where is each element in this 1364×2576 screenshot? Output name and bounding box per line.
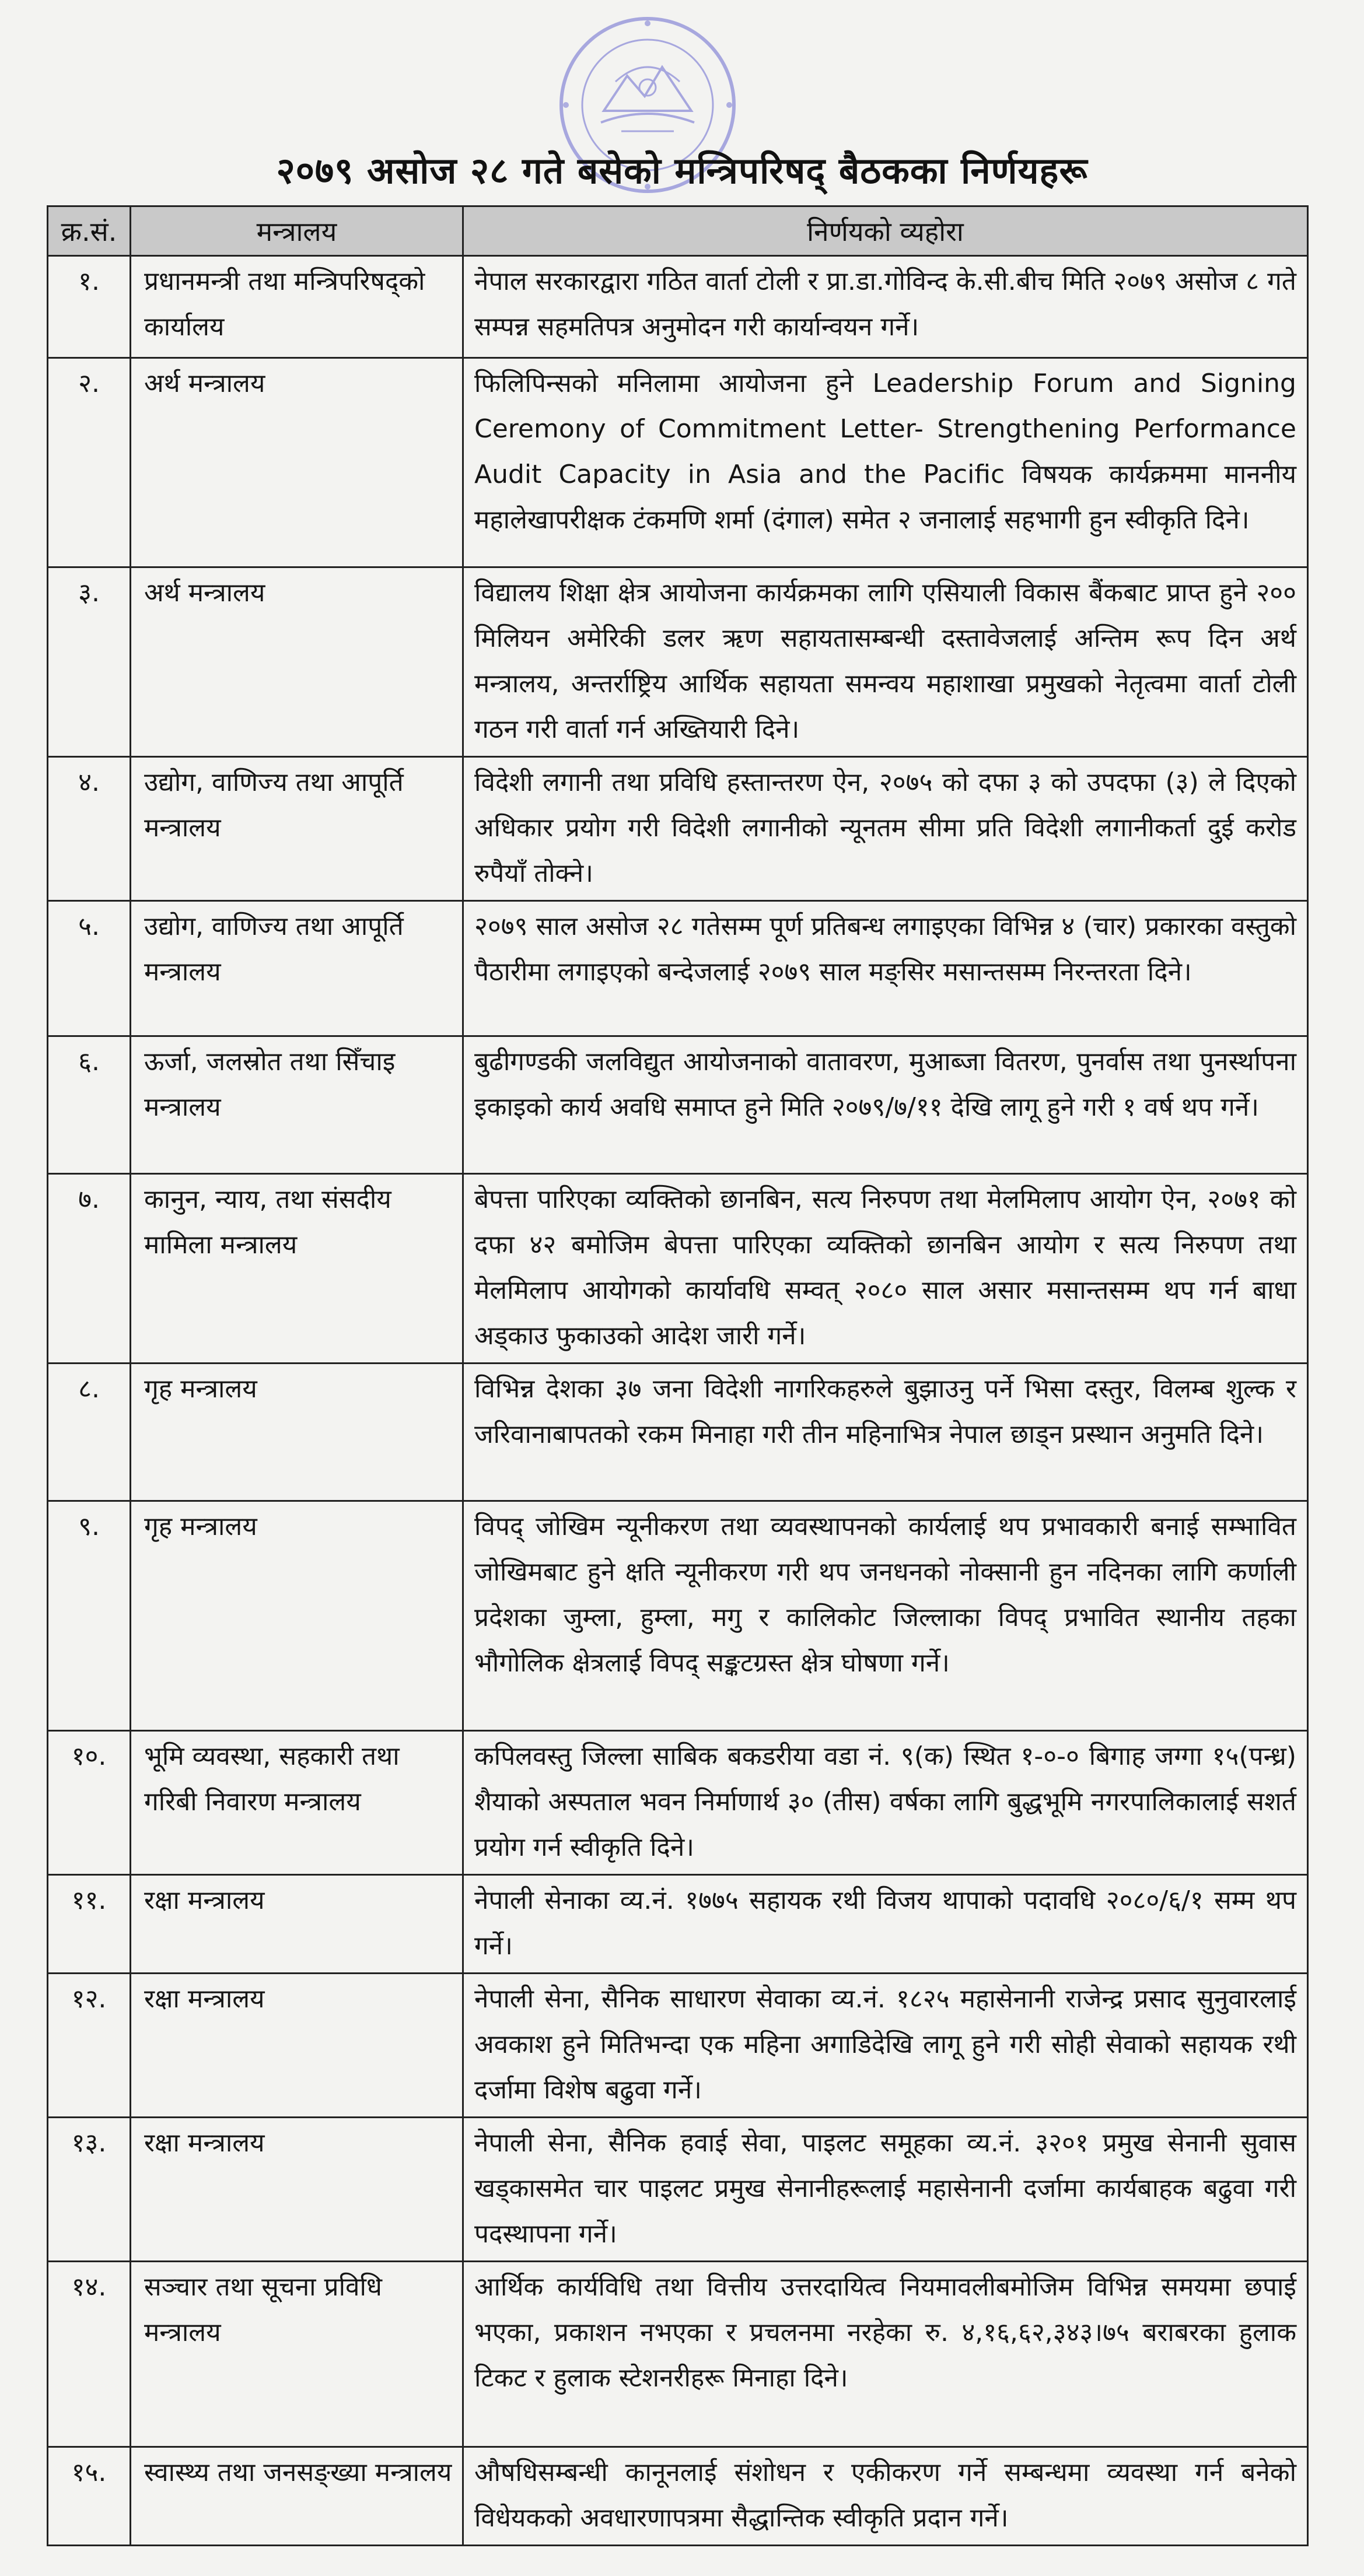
table-row	[48, 1875, 1308, 1974]
decision-text: विद्यालय शिक्षा क्षेत्र आयोजना कार्यक्रमका लागि एसियाली विकास बैंकबाट प्राप्त हुने २०० मिलियन अमेरिकी डलर ऋण सहायतासम्बन्धी दस्तावेजलाई अन्तिम रूप दिन अर्थ मन्त्रालय, अन्तर्राष्ट्रिय आर्थिक सहायता समन्वय महाशाखा प्रमुखको नेतृत्वमा वार्ता टोली गठन गरी वार्ता गर्न अख्तियारी दिने।	[463, 567, 1308, 757]
document-title: २०७९ असोज २८ गते बसेको मन्त्रिपरिषद् बैठकका निर्णयहरू	[276, 149, 1088, 192]
ministry-name: प्रधानमन्त्री तथा मन्त्रिपरिषद्को कार्यालय	[131, 256, 463, 358]
ministry-name: गृह मन्त्रालय	[131, 1364, 463, 1501]
table-row	[48, 1501, 1308, 1731]
serial-number: ७.	[48, 1174, 131, 1364]
table-row	[48, 2118, 1308, 2262]
ministry-name: अर्थ मन्त्रालय	[131, 567, 463, 757]
decision-text: नेपाली सेना, सैनिक हवाई सेवा, पाइलट समूहका व्य.नं. ३२०१ प्रमुख सेनानी सुवास खड्कासमेत चार पाइलट प्रमुख सेनानीहरूलाई महासेनानी दर्जामा कार्यबाहक बढुवा गरी पदस्थापना गर्ने।	[463, 2118, 1308, 2262]
serial-number: ३.	[48, 567, 131, 757]
decision-text: नेपाली सेना, सैनिक साधारण सेवाका व्य.नं. १८२५ महासेनानी राजेन्द्र प्रसाद सुनुवारलाई अवकाश हुने मितिभन्दा एक महिना अगाडिदेखि लागू हुने गरी सोही सेवाको सहायक रथी दर्जामा विशेष बढुवा गर्ने।	[463, 1974, 1308, 2118]
column-header-serial: क्र.सं.	[48, 206, 131, 256]
serial-number: ४.	[48, 757, 131, 901]
serial-number: १०.	[48, 1731, 131, 1875]
table-row	[48, 256, 1308, 358]
serial-number: ५.	[48, 901, 131, 1036]
table-row	[48, 901, 1308, 1036]
ministry-name: सञ्चार तथा सूचना प्रविधि मन्त्रालय	[131, 2262, 463, 2447]
decision-text: विभिन्न देशका ३७ जना विदेशी नागरिकहरुले बुझाउनु पर्ने भिसा दस्तुर, विलम्ब शुल्क र जरिवानाबापतको रकम मिनाहा गरी तीन महिनाभित्र नेपाल छाड्न प्रस्थान अनुमति दिने।	[463, 1364, 1308, 1501]
decision-text: २०७९ साल असोज २८ गतेसम्म पूर्ण प्रतिबन्ध लगाइएका विभिन्न ४ (चार) प्रकारका वस्तुको पैठारीमा लगाइएको बन्देजलाई २०७९ साल मङ्सिर मसान्तसम्म निरन्तरता दिने।	[463, 901, 1308, 1036]
table-row	[48, 1036, 1308, 1174]
serial-number: ६.	[48, 1036, 131, 1174]
table-row	[48, 2447, 1308, 2546]
column-header-decision: निर्णयको व्यहोरा	[463, 206, 1308, 256]
serial-number: १३.	[48, 2118, 131, 2262]
decision-text: बुढीगण्डकी जलविद्युत आयोजनाको वातावरण, मुआब्जा वितरण, पुनर्वास तथा पुनर्स्थापना इकाइको कार्य अवधि समाप्त हुने मिति २०७९/७/११ देखि लागू हुने गरी १ वर्ष थप गर्ने।	[463, 1036, 1308, 1174]
ministry-name: रक्षा मन्त्रालय	[131, 2118, 463, 2262]
serial-number: १२.	[48, 1974, 131, 2118]
decision-text: कपिलवस्तु जिल्ला साबिक बकडरीया वडा नं. ९(क) स्थित १-०-० बिगाह जग्गा १५(पन्ध्र) शैयाको अस्पताल भवन निर्माणार्थ ३० (तीस) वर्षका लागि बुद्धभूमि नगरपालिकालाई सशर्त प्रयोग गर्न स्वीकृति दिने।	[463, 1731, 1308, 1875]
ministry-name: स्वास्थ्य तथा जनसङ्ख्या मन्त्रालय	[131, 2447, 463, 2546]
ministry-name: कानुन, न्याय, तथा संसदीय मामिला मन्त्रालय	[131, 1174, 463, 1364]
ministry-name: उद्योग, वाणिज्य तथा आपूर्ति मन्त्रालय	[131, 901, 463, 1036]
column-header-ministry: मन्त्रालय	[131, 206, 463, 256]
table-row	[48, 1974, 1308, 2118]
decision-text: औषधिसम्बन्धी कानूनलाई संशोधन र एकीकरण गर्ने सम्बन्धमा व्यवस्था गर्न बनेको विधेयकको अवधारणापत्रमा सैद्धान्तिक स्वीकृति प्रदान गर्ने।	[463, 2447, 1308, 2546]
ministry-name: गृह मन्त्रालय	[131, 1501, 463, 1731]
decision-text: विपद् जोखिम न्यूनीकरण तथा व्यवस्थापनको कार्यलाई थप प्रभावकारी बनाई सम्भावित जोखिमबाट हुने क्षति न्यूनीकरण गरी थप जनधनको नोक्सानी हुन नदिनका लागि कर्णाली प्रदेशका जुम्ला, हुम्ला, मगु र कालिकोट जिल्लाका विपद् प्रभावित स्थानीय तहका भौगोलिक क्षेत्रलाई विपद् सङ्कटग्रस्त क्षेत्र घोषणा गर्ने।	[463, 1501, 1308, 1731]
decisions-table	[47, 205, 1309, 2546]
decision-text: बेपत्ता पारिएका व्यक्तिको छानबिन, सत्य निरुपण तथा मेलमिलाप आयोग ऐन, २०७१ को दफा ४२ बमोजिम बेपत्ता पारिएका व्यक्तिको छानबिन आयोग र सत्य निरुपण तथा मेलमिलाप आयोगको कार्यावधि सम्वत् २०८० साल असार मसान्तसम्म थप गर्न बाधा अड्काउ फुकाउको आदेश जारी गर्ने।	[463, 1174, 1308, 1364]
ministry-name: रक्षा मन्त्रालय	[131, 1875, 463, 1974]
table-header-row	[48, 206, 1308, 256]
table-row	[48, 2262, 1308, 2447]
decision-text: फिलिपिन्सको मनिलामा आयोजना हुने Leadership Forum and Signing Ceremony of Commitment Letter- Strengthening Performance Audit Capacity in Asia and the Pacific विषयक कार्यक्रममा माननीय महालेखापरीक्षक टंकमणि शर्मा (दंगाल) समेत २ जनालाई सहभागी हुन स्वीकृति दिने।	[463, 358, 1308, 567]
table-row	[48, 757, 1308, 901]
serial-number: ११.	[48, 1875, 131, 1974]
serial-number: ८.	[48, 1364, 131, 1501]
serial-number: १४.	[48, 2262, 131, 2447]
serial-number: ९.	[48, 1501, 131, 1731]
ministry-name: ऊर्जा, जलस्रोत तथा सिँचाइ मन्त्रालय	[131, 1036, 463, 1174]
table-row	[48, 1364, 1308, 1501]
ministry-name: भूमि व्यवस्था, सहकारी तथा गरिबी निवारण मन्त्रालय	[131, 1731, 463, 1875]
table-row	[48, 358, 1308, 567]
table-row	[48, 567, 1308, 757]
ministry-name: उद्योग, वाणिज्य तथा आपूर्ति मन्त्रालय	[131, 757, 463, 901]
serial-number: १५.	[48, 2447, 131, 2546]
serial-number: १.	[48, 256, 131, 358]
decision-text: विदेशी लगानी तथा प्रविधि हस्तान्तरण ऐन, २०७५ को दफा ३ को उपदफा (३) ले दिएको अधिकार प्रयोग गरी विदेशी लगानीको न्यूनतम सीमा प्रति विदेशी लगानीकर्ता दुई करोड रुपैयाँ तोक्ने।	[463, 757, 1308, 901]
decision-text: नेपाली सेनाका व्य.नं. १७७५ सहायक रथी विजय थापाको पदावधि २०८०/६/१ सम्म थप गर्ने।	[463, 1875, 1308, 1974]
decision-text: नेपाल सरकारद्वारा गठित वार्ता टोली र प्रा.डा.गोविन्द के.सी.बीच मिति २०७९ असोज ८ गते सम्पन्न सहमतिपत्र अनुमोदन गरी कार्यान्वयन गर्ने।	[463, 256, 1308, 358]
ministry-name: रक्षा मन्त्रालय	[131, 1974, 463, 2118]
decision-text: आर्थिक कार्यविधि तथा वित्तीय उत्तरदायित्व नियमावलीबमोजिम विभिन्न समयमा छपाई भएका, प्रकाशन नभएका र प्रचलनमा नरहेका रु. ४,१६,६२,३४३।७५ बराबरका हुलाक टिकट र हुलाक स्टेशनरीहरू मिनाहा दिने।	[463, 2262, 1308, 2447]
serial-number: २.	[48, 358, 131, 567]
ministry-name: अर्थ मन्त्रालय	[131, 358, 463, 567]
table-row	[48, 1731, 1308, 1875]
table-row	[48, 1174, 1308, 1364]
